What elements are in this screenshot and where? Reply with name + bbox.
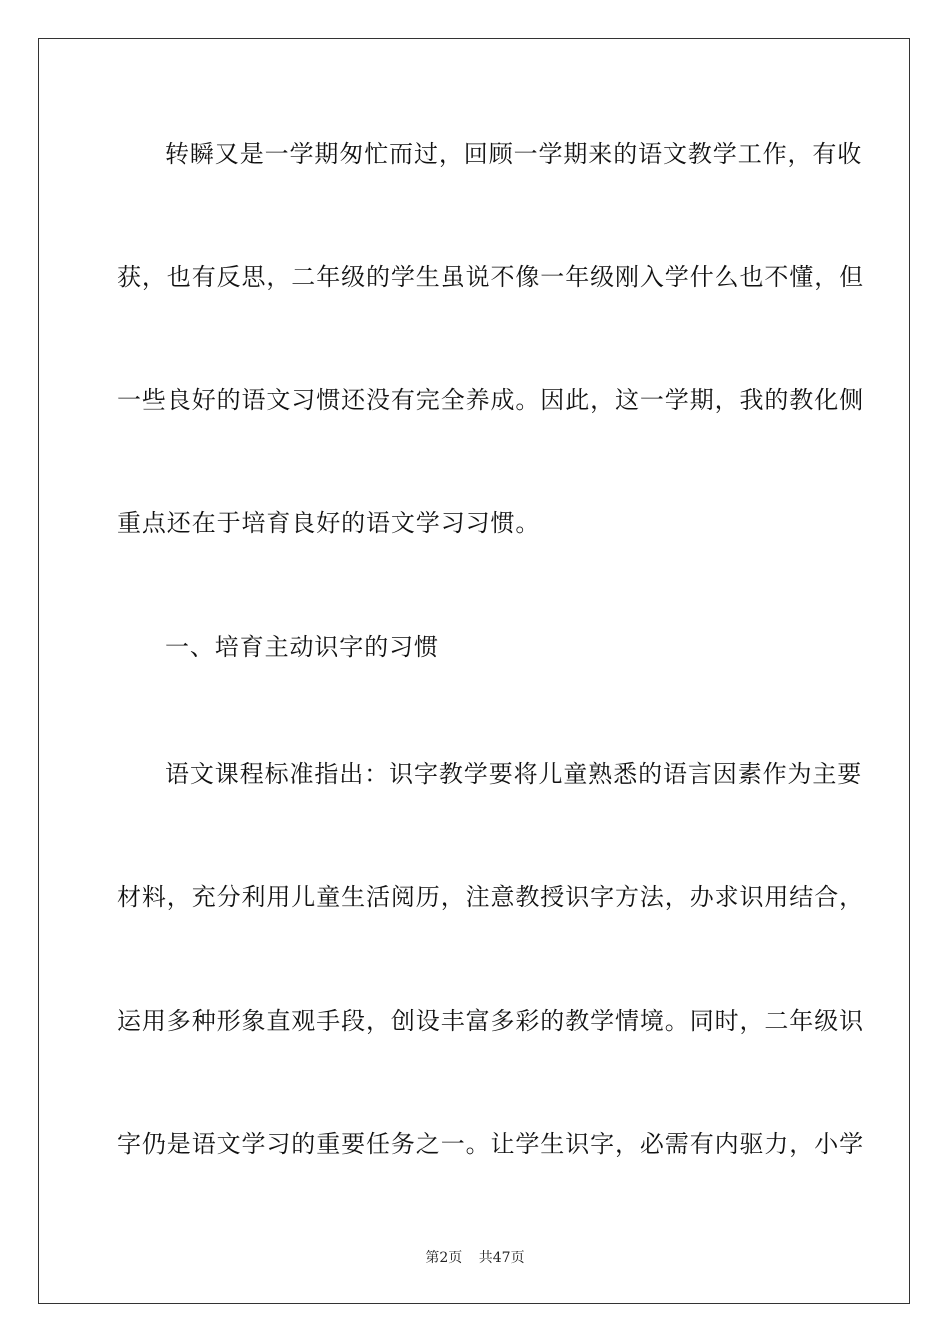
page-border — [38, 38, 910, 1304]
total-pages: 共47页 — [478, 1250, 525, 1266]
page-number: 第2页 — [425, 1250, 463, 1266]
paragraph-1-line-1: 转瞬又是一学期匆忙而过，回顾一学期来的语文教学工作，有收 — [165, 140, 863, 168]
paragraph-2-line-1: 语文课程标准指出：识字教学要将儿童熟悉的语言因素作为主要 — [165, 760, 863, 788]
paragraph-2-line-4: 字仍是语文学习的重要任务之一。让学生识字，必需有内驱力，小学 — [117, 1130, 864, 1158]
paragraph-1-line-2: 获，也有反思，二年级的学生虽说不像一年级刚入学什么也不懂，但 — [117, 263, 864, 291]
paragraph-2-line-3: 运用多种形象直观手段，创设丰富多彩的教学情境。同时，二年级识 — [117, 1007, 864, 1035]
section-heading-1: 一、培育主动识字的习惯 — [165, 633, 439, 661]
page-footer — [0, 1247, 950, 1267]
paragraph-1-line-3: 一些良好的语文习惯还没有完全养成。因此，这一学期，我的教化侧 — [117, 386, 864, 414]
paragraph-1-line-4: 重点还在于培育良好的语文学习习惯。 — [117, 509, 541, 537]
paragraph-2-line-2: 材料，充分利用儿童生活阅历，注意教授识字方法，办求识用结合， — [117, 883, 864, 911]
